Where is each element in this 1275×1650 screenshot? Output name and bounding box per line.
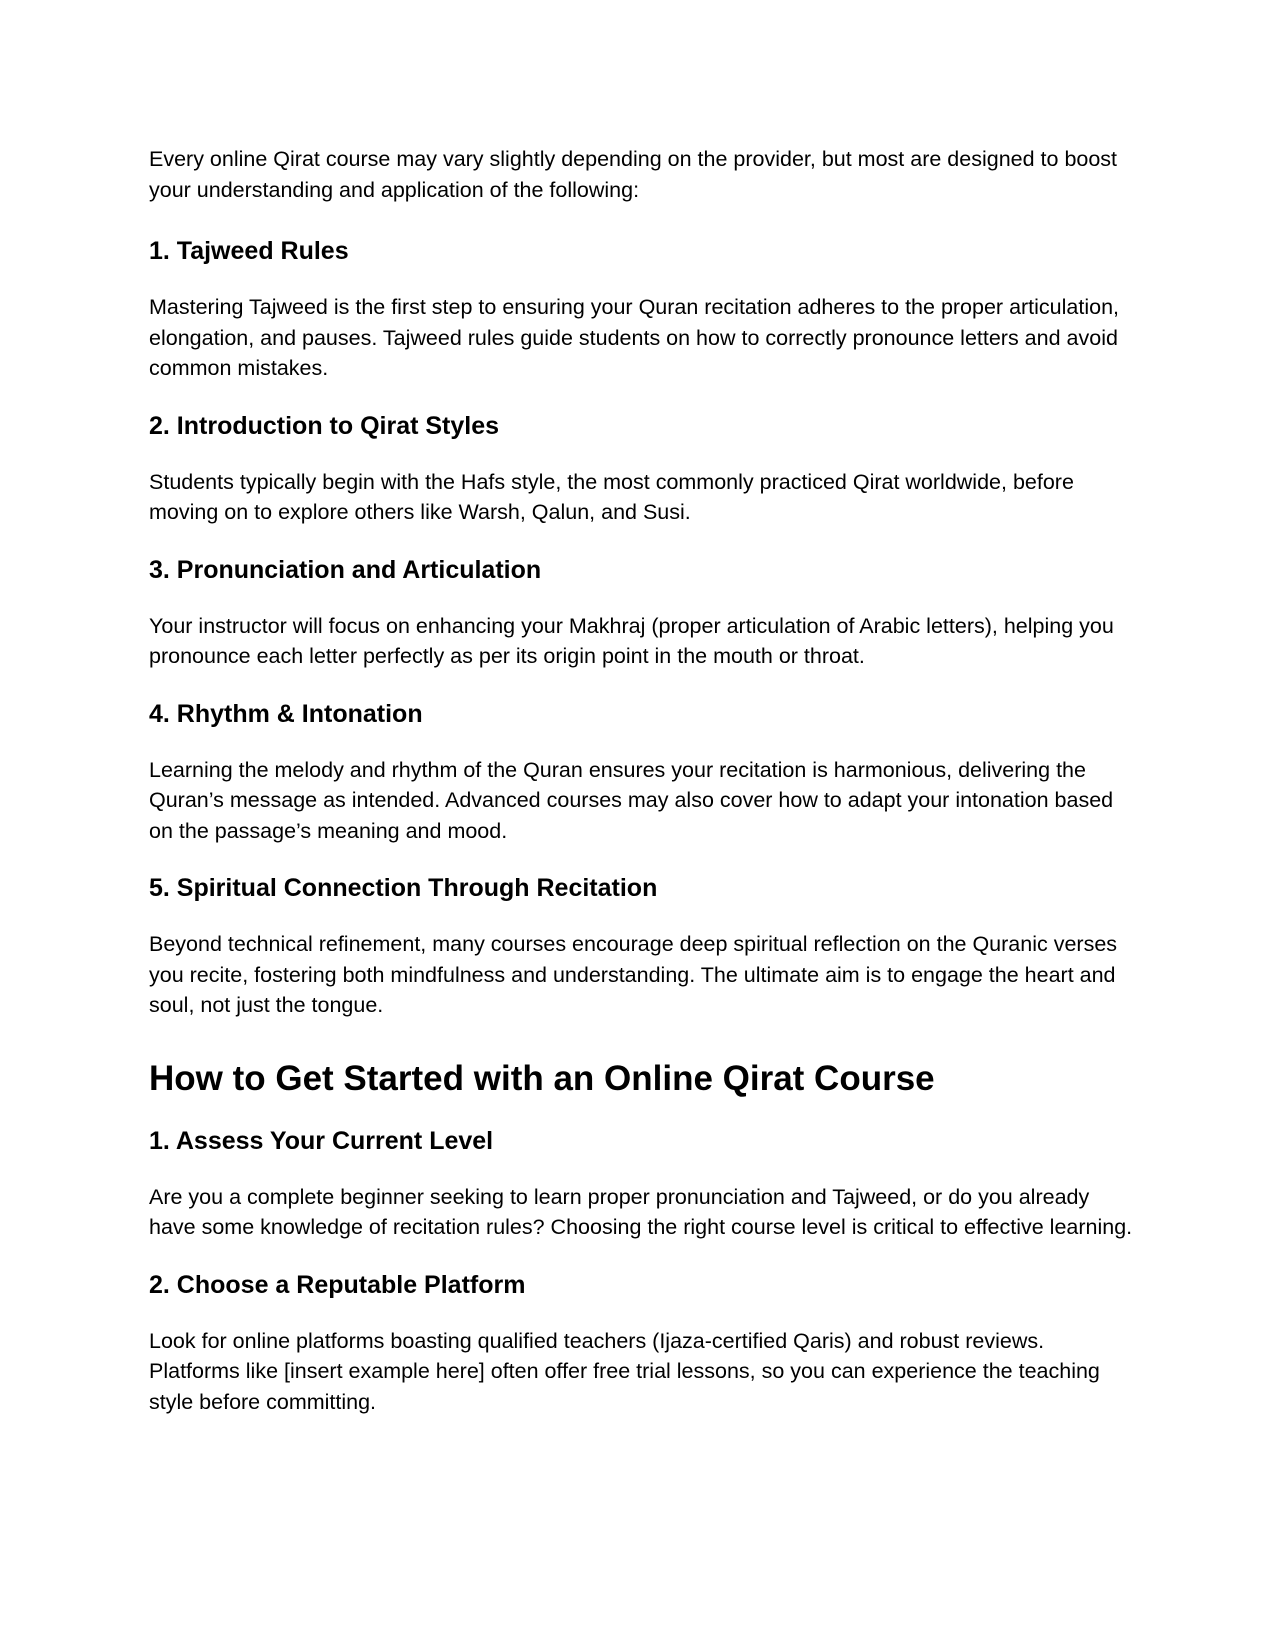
step-body-assess-level: Are you a complete beginner seeking to learn proper pronunciation and Tajweed, or do you already have some knowledge of recitation rules? Choosing the right course level is critical to effective learning. bbox=[149, 1184, 1133, 1239]
step-heading-assess-level: 1. Assess Your Current Level bbox=[149, 1126, 494, 1155]
topic-heading-tajweed-rules: 1. Tajweed Rules bbox=[149, 237, 349, 265]
document-page bbox=[149, 144, 1134, 1443]
topic-body-tajweed-rules: Mastering Tajweed is the first step to ensuring your Quran recitation adheres to the proper articulation, elongation, and pauses. Tajweed rules guide students on how to correctly pronounce letters and avoid common mistakes. bbox=[149, 295, 1120, 380]
step-body-choose-platform: Look for online platforms boasting qualified teachers (Ijaza-certified Qaris) and robust reviews. Platforms like [insert example here] often offer free trial lessons, so you can experience the teaching style before committing. bbox=[149, 1328, 1100, 1414]
step-heading-choose-platform: 2. Choose a Reputable Platform bbox=[149, 1270, 526, 1299]
topic-body-spiritual-connection: Beyond technical refinement, many courses encourage deep spiritual reflection on the Quranic verses you recite, fostering both mindfulness and understanding. The ultimate aim is to engage the heart and soul, not just the tongue. bbox=[149, 932, 1118, 1017]
topic-heading-rhythm: 4. Rhythm & Intonation bbox=[149, 699, 423, 728]
topic-body-rhythm: Learning the melody and rhythm of the Quran ensures your recitation is harmonious, delivering the Quran’s message as intended. Advanced courses may also cover how to adapt your intonation based on the passage’s meaning and mood. bbox=[149, 757, 1114, 843]
topic-heading-spiritual-connection: 5. Spiritual Connection Through Recitation bbox=[149, 874, 658, 902]
topic-body-qirat-styles: Students typically begin with the Hafs style, the most commonly practiced Qirat worldwide, before moving on to explore others like Warsh, Qalun, and Susi. bbox=[149, 469, 1074, 524]
section-title-get-started: How to Get Started with an Online Qirat Course bbox=[149, 1058, 935, 1098]
learning-topics-section bbox=[149, 235, 1134, 1021]
topic-heading-pronunciation: 3. Pronunciation and Articulation bbox=[149, 555, 542, 584]
topic-heading-qirat-styles: 2. Introduction to Qirat Styles bbox=[149, 411, 500, 440]
get-started-section bbox=[149, 1057, 1134, 1418]
intro-paragraph: Every online Qirat course may vary slightly depending on the provider, but most are designed to boost your understanding and application of the following: bbox=[149, 147, 1118, 202]
topic-body-pronunciation: Your instructor will focus on enhancing your Makhraj (proper articulation of Arabic letters), helping you pronounce each letter perfectly as per its origin point in the mouth or throat. bbox=[149, 613, 1114, 668]
